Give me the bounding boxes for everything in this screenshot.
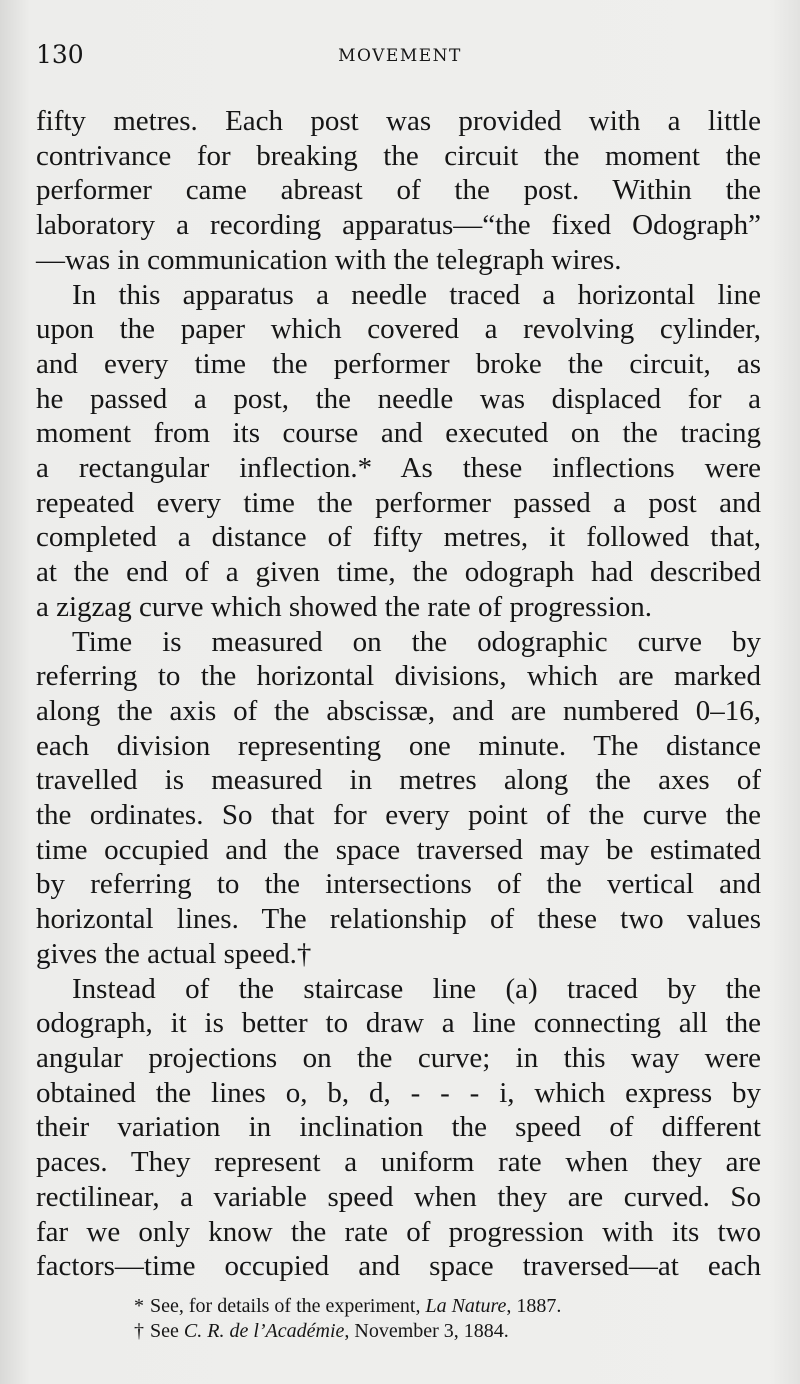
running-head bbox=[36, 40, 764, 74]
text-line: time occupied and the space traversed may be estimated bbox=[36, 833, 761, 866]
running-title: MOVEMENT bbox=[338, 46, 462, 66]
text-line: their variation in inclination the speed of different bbox=[36, 1111, 761, 1144]
text-line: far we only know the rate of progression with its two bbox=[36, 1215, 761, 1248]
text-line: completed a distance of fifty metres, it followed that, bbox=[36, 521, 761, 554]
text-line: rectilinear, a variable speed when they are curved. So bbox=[36, 1180, 761, 1213]
paragraph bbox=[36, 278, 761, 625]
text-line: repeated every time the performer passed a post and bbox=[36, 486, 761, 519]
footnote-mark: † bbox=[134, 1320, 144, 1342]
footnote-mark: * bbox=[134, 1295, 144, 1317]
page-number: 130 bbox=[36, 40, 84, 69]
footnotes bbox=[134, 1294, 714, 1344]
text-line: upon the paper which covered a revolving cylinder, bbox=[36, 313, 761, 346]
text-line: laboratory a recording apparatus—“the fixed Odograph” bbox=[36, 209, 761, 242]
paragraph bbox=[36, 972, 761, 1284]
text-line: —was in communication with the telegraph wires. bbox=[36, 243, 622, 276]
text-line: moment from its course and executed on the tracing bbox=[36, 417, 761, 450]
text-line: odograph, it is better to draw a line connecting all the bbox=[36, 1007, 761, 1040]
paragraph bbox=[36, 625, 761, 972]
text-line: horizontal lines. The relationship of these two values bbox=[36, 903, 761, 936]
body-text bbox=[36, 104, 761, 1284]
text-line: he passed a post, the needle was displaced for a bbox=[36, 382, 761, 415]
text-line: performer came abreast of the post. Within the bbox=[36, 174, 761, 207]
text-line: the ordinates. So that for every point of the curve the bbox=[36, 799, 761, 832]
text-line: Instead of the staircase line (a) traced by the bbox=[72, 972, 761, 1005]
text-line: fifty metres. Each post was provided with a little bbox=[36, 105, 761, 137]
text-line: angular projections on the curve; in this way were bbox=[36, 1041, 761, 1074]
footnote-text: , November 3, 1884. bbox=[344, 1320, 509, 1342]
text-line: paces. They represent a uniform rate when they are bbox=[36, 1146, 761, 1179]
text-line: obtained the lines o, b, d, - - - i, which express by bbox=[36, 1076, 761, 1109]
text-line: factors—time occupied and space traversed—at each bbox=[36, 1250, 761, 1283]
footnote bbox=[134, 1319, 714, 1344]
text-line: gives the actual speed.† bbox=[36, 937, 312, 970]
footnote-citation: La Nature bbox=[425, 1295, 507, 1317]
text-line: Time is measured on the odographic curve by bbox=[72, 625, 761, 658]
text-line: a rectangular inflection.* As these inflections were bbox=[36, 452, 761, 485]
text-line: contrivance for breaking the circuit the moment the bbox=[36, 139, 761, 172]
footnote-text: , 1887. bbox=[506, 1295, 562, 1317]
text-line: along the axis of the abscissæ, and are numbered 0–16, bbox=[36, 694, 761, 727]
paragraph bbox=[36, 104, 761, 278]
text-line: In this apparatus a needle traced a horizontal line bbox=[72, 278, 761, 311]
text-line: at the end of a given time, the odograph had described bbox=[36, 556, 761, 589]
text-line: referring to the horizontal divisions, which are marked bbox=[36, 660, 761, 693]
footnote-text: See bbox=[150, 1320, 184, 1342]
footnote-text: See, for details of the experiment, bbox=[150, 1295, 426, 1317]
text-line: travelled is measured in metres along the axes of bbox=[36, 764, 761, 797]
text-line: by referring to the intersections of the vertical and bbox=[36, 868, 761, 901]
text-line: each division representing one minute. The distance bbox=[36, 729, 761, 762]
text-line: a zigzag curve which showed the rate of progression. bbox=[36, 590, 653, 623]
footnote bbox=[134, 1294, 714, 1319]
text-line: and every time the performer broke the circuit, as bbox=[36, 347, 761, 380]
footnote-citation: C. R. de l’Académie bbox=[183, 1320, 345, 1342]
